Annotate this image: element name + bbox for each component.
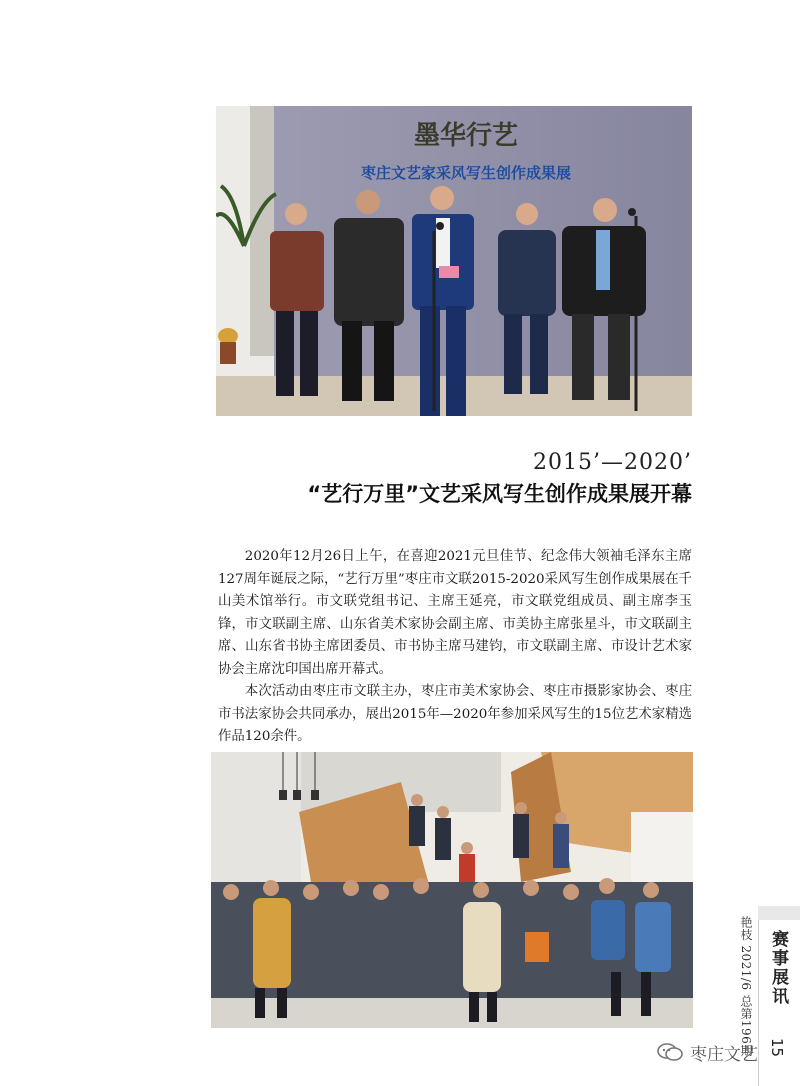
- article-title-years: 2015’—2020’: [533, 450, 692, 475]
- section-tab-stripe: [758, 906, 800, 920]
- event-photo-bottom: [211, 752, 693, 1028]
- wechat-watermark: [656, 1040, 758, 1064]
- banner-calligraphy: 墨华行艺: [413, 121, 519, 151]
- wechat-icon: [656, 1042, 684, 1062]
- event-photo-top: [216, 106, 692, 416]
- article-paragraph: 本次活动由枣庄市文联主办，枣庄市美术家协会、枣庄市摄影家协会、枣庄市书法家协会共同承办，展出2015年—2020年参加采风写生的15位艺术家精选作品120余件。: [218, 684, 692, 744]
- article-body: [218, 546, 692, 749]
- article-paragraph: 2020年12月26日上午，在喜迎2021元旦佳节、纪念伟大领袖毛泽东主席127周年诞辰之际，“艺行万里”枣庄市文联2015-2020采风写生创作成果展在千山美术馆举行。市文联党组书记、主席王延亮，市文联党组成员、副主席李玉锋，市文联副主席、山东省美术家协会副主席、市美协主席张星斗，市文联副主席、山东省书协主席团委员、市书协主席马建钧，市文联副主席、市设计艺术家协会主席沈印国出席开幕式。: [218, 549, 692, 677]
- article-title: “艺行万里”文艺采风写生创作成果展开幕: [307, 482, 692, 506]
- event-photo-top-image: [216, 106, 692, 416]
- section-name: 赛事展讯: [768, 930, 788, 1006]
- banner-title: 枣庄文艺家采风写生创作成果展: [360, 164, 572, 182]
- issue-info: 艳枝 2021/6 总第196期: [739, 916, 753, 1057]
- event-photo-bottom-image: [211, 752, 693, 1028]
- watermark-text: 枣庄文艺: [690, 1044, 758, 1065]
- page-number: 15: [768, 1038, 786, 1058]
